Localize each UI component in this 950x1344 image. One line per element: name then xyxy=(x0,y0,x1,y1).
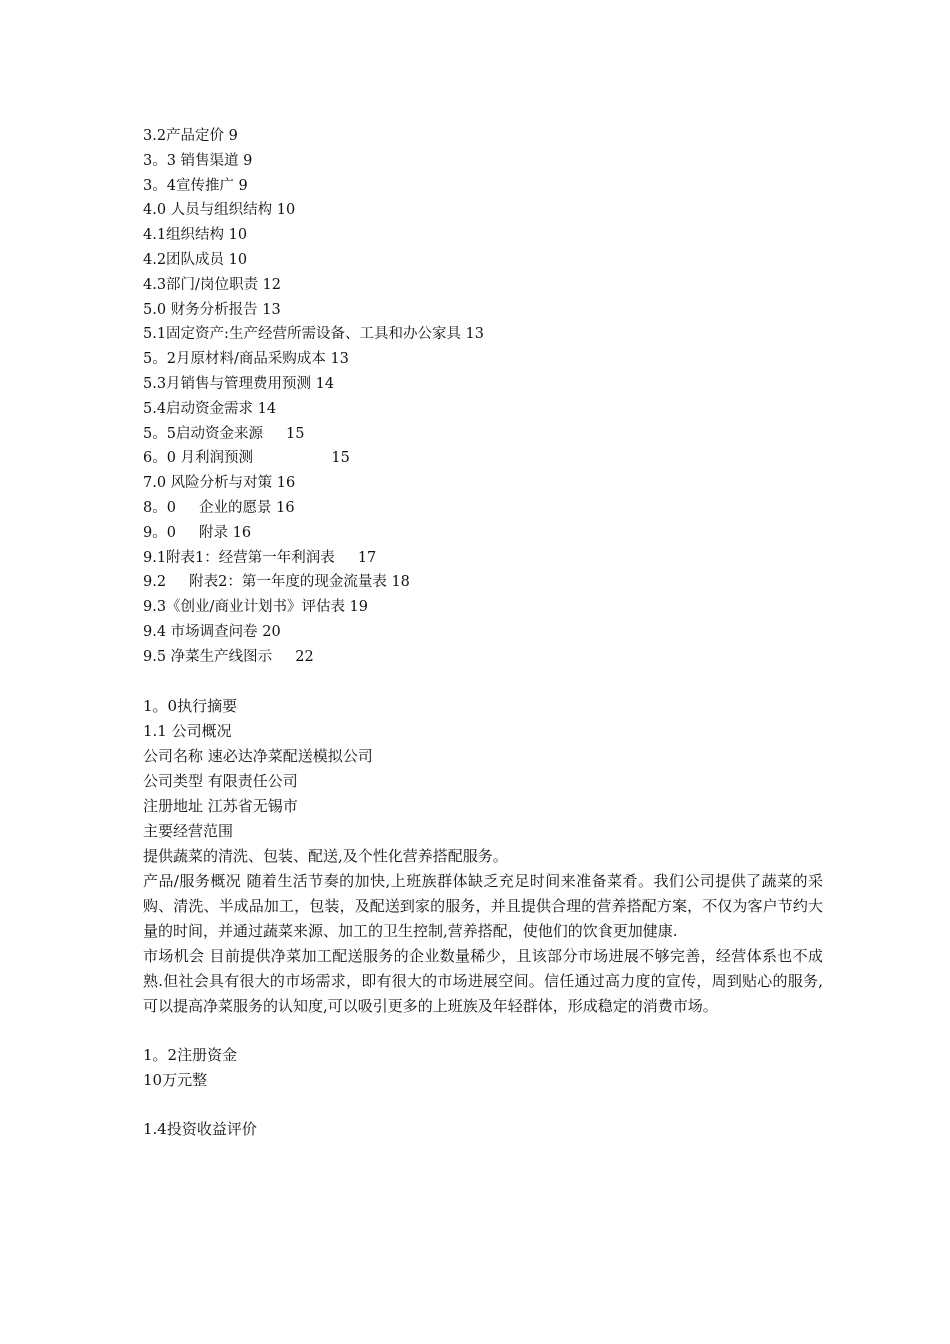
spacer xyxy=(143,1093,823,1117)
toc-entry: 9。0 附录 16 xyxy=(143,524,252,541)
toc-entry: 5。2月原材料/商品采购成本 13 xyxy=(143,351,349,368)
spacer xyxy=(143,1019,823,1043)
toc-entry: 4.0 人员与组织结构 10 xyxy=(143,202,296,219)
executive-summary xyxy=(143,694,823,1142)
toc-entry: 4.2团队成员 10 xyxy=(143,251,248,268)
toc-entry: 9.1附表1：经营第一年利润表 17 xyxy=(143,549,377,566)
subsection-heading: 1.4投资收益评价 xyxy=(143,1119,257,1138)
toc-entry: 4.1组织结构 10 xyxy=(143,227,248,244)
toc-entry: 5.3月销售与管理费用预测 14 xyxy=(143,375,335,392)
registered-address: 注册地址 江苏省无锡市 xyxy=(143,796,298,815)
toc-entry: 4.3部门/岗位职责 12 xyxy=(143,276,282,293)
subsection-heading: 1。2注册资金 xyxy=(143,1045,238,1064)
toc-entry: 3.2产品定价 9 xyxy=(143,128,238,144)
company-name: 公司名称 速必达净菜配送模拟公司 xyxy=(143,746,373,765)
market-opportunity: 市场机会 目前提供净菜加工配送服务的企业数量稀少，且该部分市场进展不够完善，经营体系也不成熟.但社会具有很大的市场需求，即有很大的市场进展空间。信任通过高力度的宣传，周到贴心的服务,可以提高净菜服务的认知度,可以吸引更多的上班族及年轻群体，形成稳定的消费市场。 xyxy=(143,946,823,1015)
toc-entry: 3。3 销售渠道 9 xyxy=(143,152,253,169)
registered-capital: 10万元整 xyxy=(143,1070,208,1089)
toc-entry: 9.5 净菜生产线图示 22 xyxy=(143,648,314,665)
subsection-heading: 1.1 公司概况 xyxy=(143,721,232,740)
document-page xyxy=(143,124,823,1142)
product-overview: 产品/服务概况 随着生活节奏的加快,上班族群体缺乏充足时间来准备菜肴。我们公司提供了蔬菜的采购、清洗、半成品加工，包装，及配送到家的服务，并且提供合理的营养搭配方案，不仅为客户节约大量的时间，并通过蔬菜来源、加工的卫生控制,营养搭配，使他们的饮食更加健康. xyxy=(143,871,823,940)
toc-entry: 7.0 风险分析与对策 16 xyxy=(143,475,296,492)
toc-entry: 6。0 月利润预测 15 xyxy=(143,450,350,467)
toc-entry: 3。4宣传推广 9 xyxy=(143,177,248,194)
spacer xyxy=(143,670,823,694)
toc-entry: 8。0 企业的愿景 16 xyxy=(143,499,295,516)
toc-entry: 5.4启动资金需求 14 xyxy=(143,400,277,417)
section-heading: 1。0执行摘要 xyxy=(143,696,238,715)
business-scope-label: 主要经营范围 xyxy=(143,821,234,840)
toc-entry: 5。5启动资金来源 15 xyxy=(143,425,305,442)
toc-entry: 5.1固定资产:生产经营所需设备、工具和办公家具 13 xyxy=(143,326,485,343)
business-scope-text: 提供蔬菜的清洗、包装、配送,及个性化营养搭配服务。 xyxy=(143,846,508,865)
toc-entry: 9.3《创业/商业计划书》评估表 19 xyxy=(143,599,369,616)
toc-entry: 9.2 附表2：第一年度的现金流量表 18 xyxy=(143,574,410,591)
company-type: 公司类型 有限责任公司 xyxy=(143,771,298,790)
table-of-contents xyxy=(143,124,823,670)
toc-entry: 9.4 市场调查问卷 20 xyxy=(143,623,281,640)
toc-entry: 5.0 财务分析报告 13 xyxy=(143,301,281,318)
